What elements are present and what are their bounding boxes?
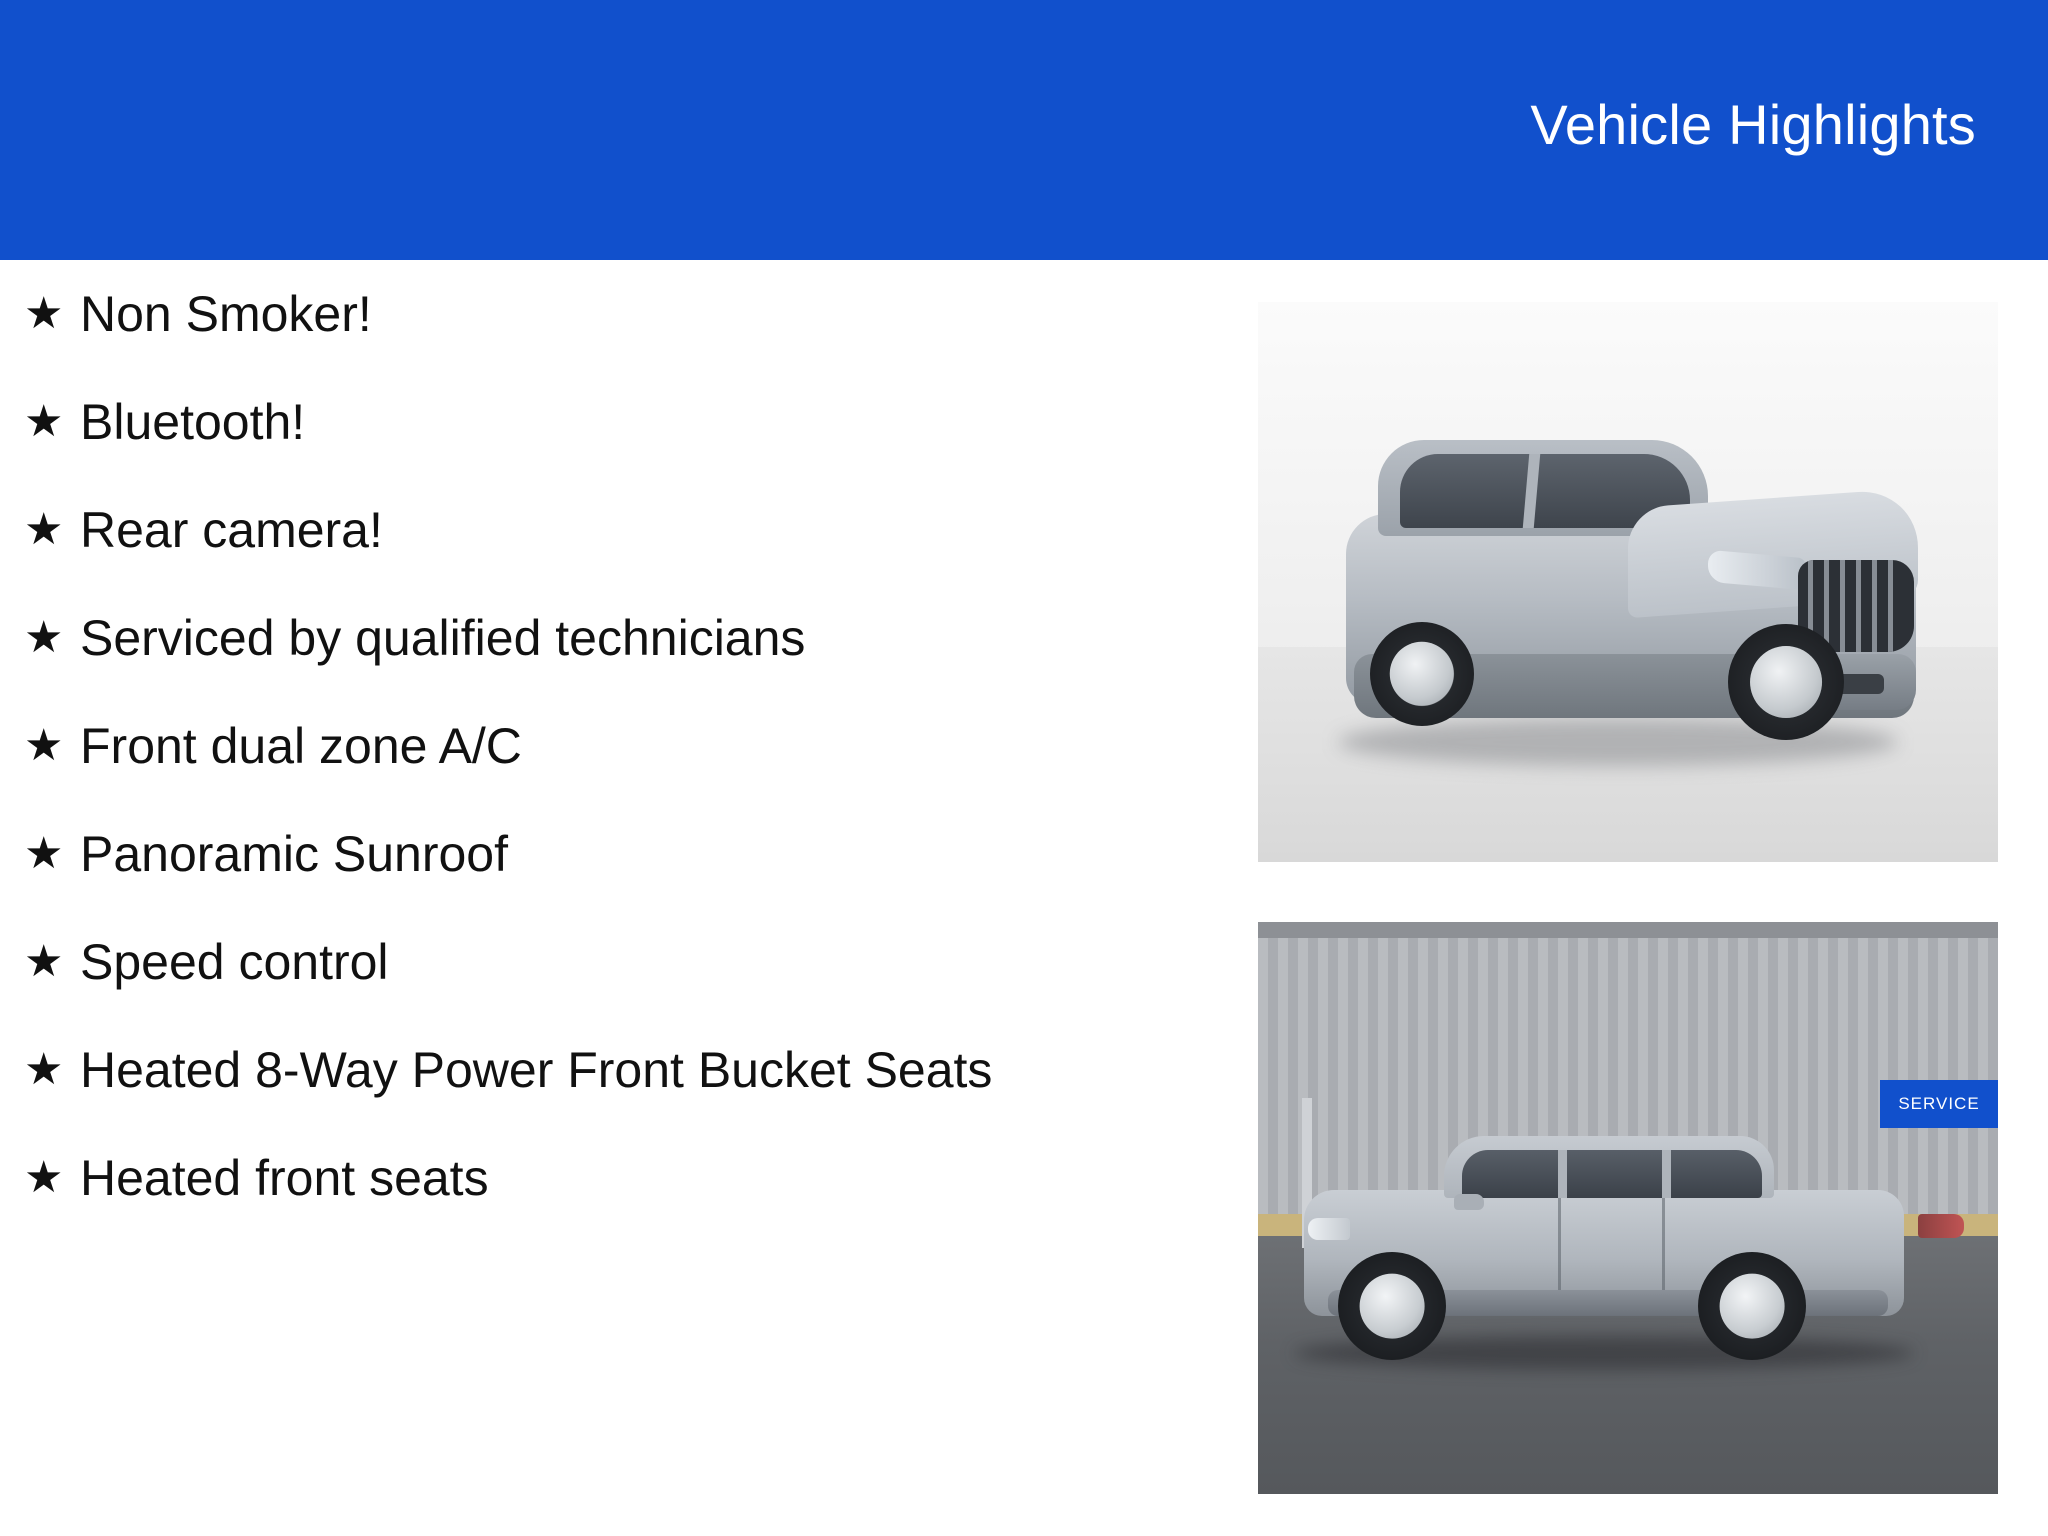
highlight-text: Heated 8-Way Power Front Bucket Seats [80, 1042, 993, 1098]
highlight-text: Serviced by qualified technicians [80, 610, 806, 666]
wheel-rear [1698, 1252, 1806, 1360]
highlight-text: Front dual zone A/C [80, 718, 522, 774]
highlight-text: Heated front seats [80, 1150, 489, 1206]
side-mirror [1454, 1194, 1484, 1210]
list-item [0, 390, 1180, 454]
wheel-rear [1370, 622, 1474, 726]
wheel-rim [1390, 642, 1454, 706]
wheel-rim [1360, 1274, 1425, 1339]
highlight-text: Panoramic Sunroof [80, 826, 509, 882]
star-icon: ★ [24, 829, 64, 878]
star-icon: ★ [24, 289, 64, 338]
highlights-list [0, 282, 1180, 1254]
wheel-rim [1750, 646, 1822, 718]
wheel-rim [1720, 1274, 1785, 1339]
list-item [0, 1038, 1180, 1102]
list-item [0, 498, 1180, 562]
highlight-text: Rear camera! [80, 502, 383, 558]
star-icon: ★ [24, 613, 64, 662]
photo-wall-trim [1258, 922, 1998, 938]
star-icon: ★ [24, 397, 64, 446]
taillight [1918, 1214, 1964, 1238]
vehicle-photo-side [1258, 922, 1998, 1494]
wheel-front [1338, 1252, 1446, 1360]
headlight [1308, 1218, 1350, 1240]
list-item [0, 282, 1180, 346]
door-seam [1662, 1198, 1665, 1290]
highlight-text: Speed control [80, 934, 389, 990]
list-item [0, 714, 1180, 778]
wheel-front [1728, 624, 1844, 740]
vehicle-photo-front [1258, 302, 1998, 862]
vehicle-glass [1462, 1150, 1762, 1198]
vehicle-b-pillar [1558, 1150, 1567, 1198]
highlight-text: Non Smoker! [80, 286, 372, 342]
service-sign: SERVICE [1880, 1080, 1998, 1128]
star-icon: ★ [24, 937, 64, 986]
highlight-text: Bluetooth! [80, 394, 306, 450]
star-icon: ★ [24, 1153, 64, 1202]
list-item [0, 606, 1180, 670]
star-icon: ★ [24, 721, 64, 770]
list-item [0, 822, 1180, 886]
star-icon: ★ [24, 1045, 64, 1094]
vehicle-c-pillar [1662, 1150, 1671, 1198]
list-item [0, 930, 1180, 994]
list-item [0, 1146, 1180, 1210]
star-icon: ★ [24, 505, 64, 554]
page-title: Vehicle Highlights [1530, 93, 1976, 156]
door-seam [1558, 1198, 1561, 1290]
